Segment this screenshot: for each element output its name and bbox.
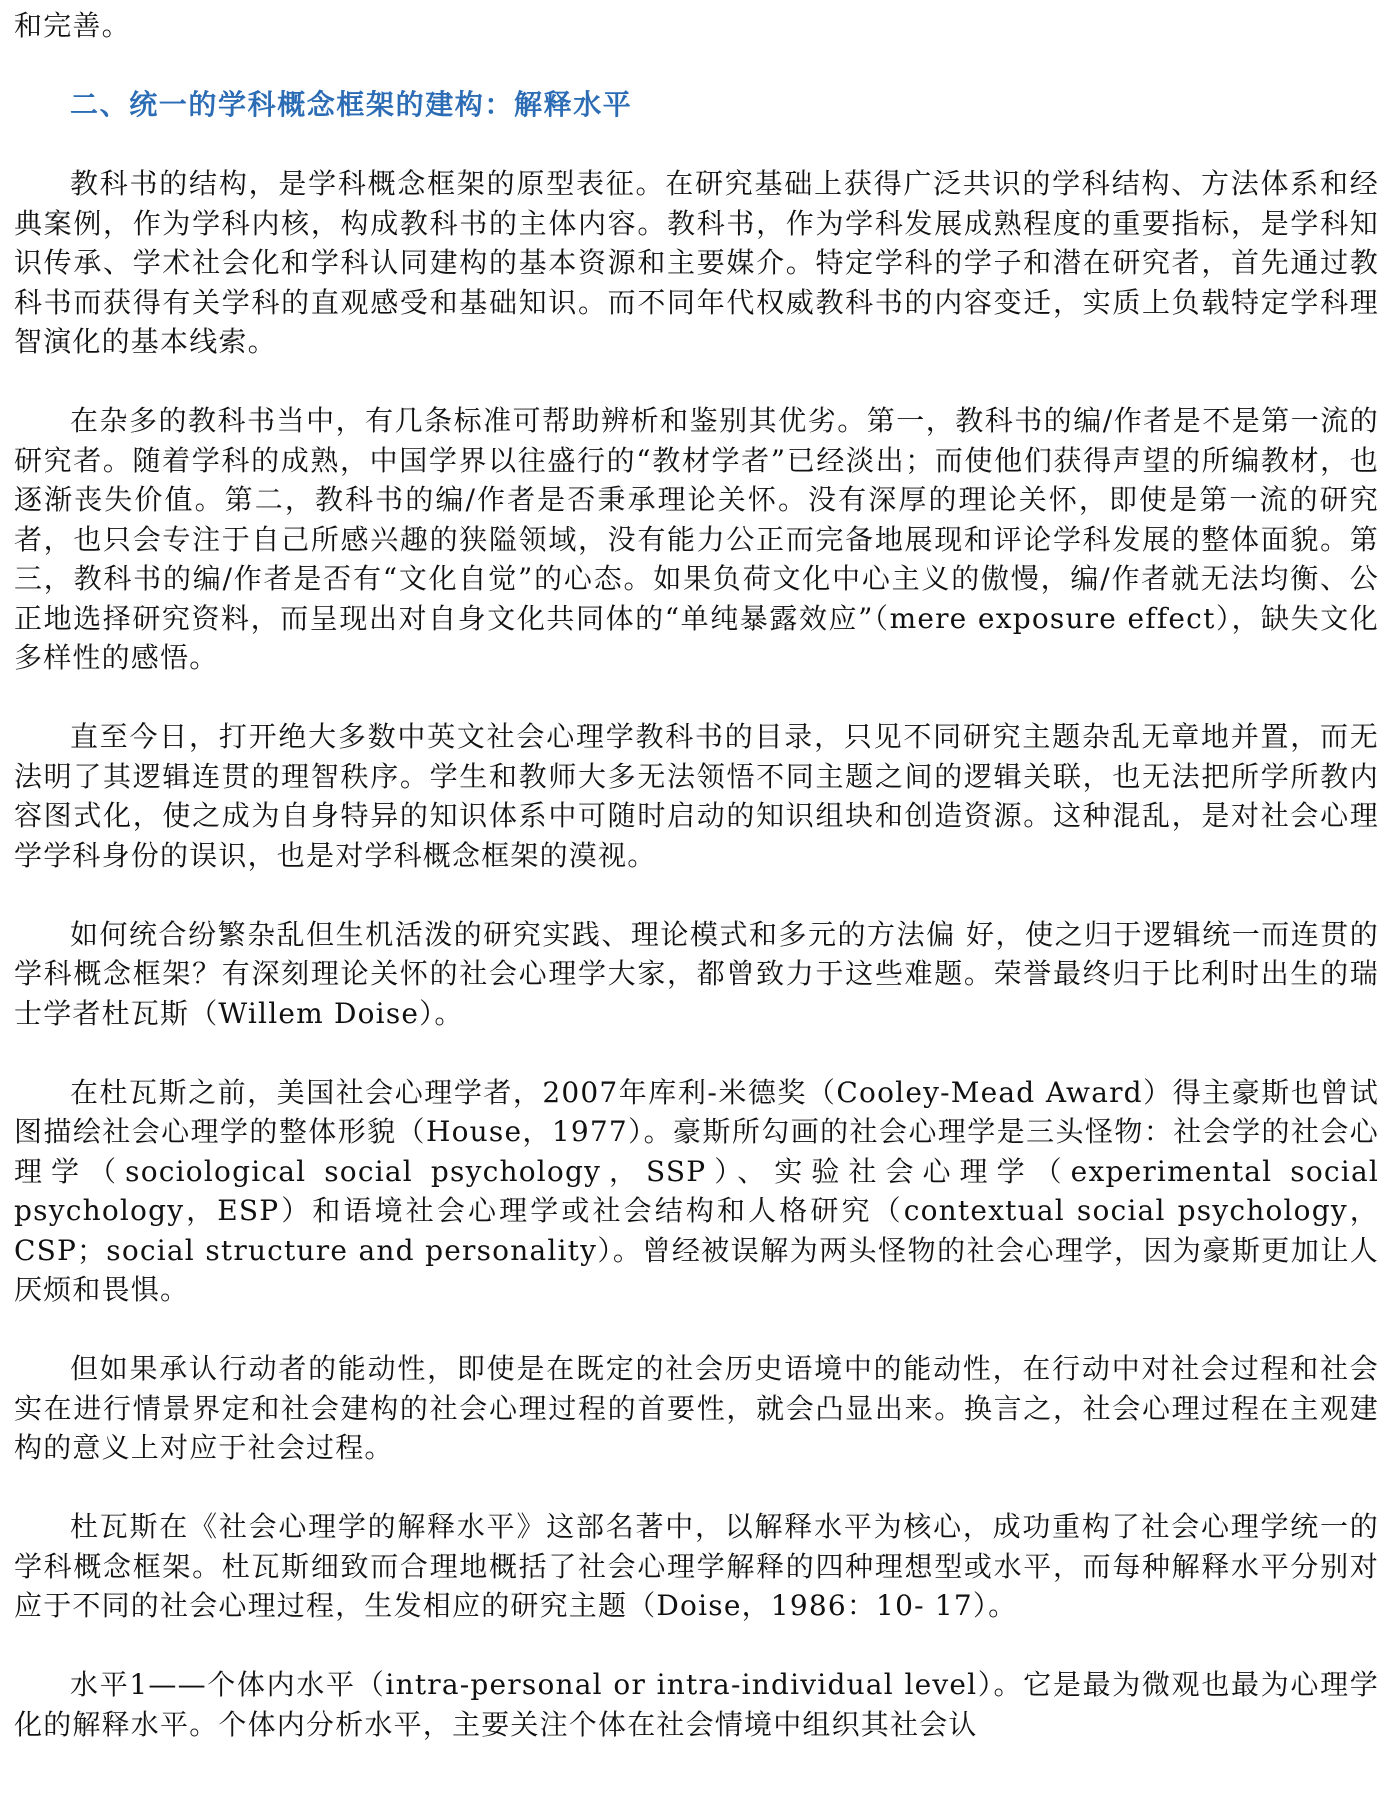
paragraph-level-1: 水平1——个体内水平（intra-personal or intra-individual level）。它是最为微观也最为心理学化的解释水平。个体内分析水平，主要关注个体在社会情境中组织其社会认 <box>14 1668 1379 1741</box>
paragraph-levels-of-explanation: 杜瓦斯在《社会心理学的解释水平》这部名著中，以解释水平为核心，成功重构了社会心理学统一的学科概念框架。杜瓦斯细致而合理地概括了社会心理学解释的四种理想型或水平，而每种解释水平分别对应于不同的社会心理过程，生发相应的研究主题（Doise，1986：10- 17）。 <box>14 1510 1379 1622</box>
paragraph-house-three-headed: 在杜瓦斯之前，美国社会心理学者，2007年库利-米德奖（Cooley-Mead Award）得主豪斯也曾试图描绘社会心理学的整体形貌（House，1977）。豪斯所勾画的社会心理学是三头怪物：社会学的社会心理学（sociological social psychology，SSP）、实验社会心理学（experimental social psychology，ESP）和语境社会心理学或社会结构和人格研究（contextual social psychology，CSP；social structure and personality）。曾经被误解为两头怪物的社会心理学，因为豪斯更加让人厌烦和畏惧。 <box>14 1075 1379 1306</box>
paragraph-agency: 但如果承认行动者的能动性，即使是在既定的社会历史语境中的能动性，在行动中对社会过程和社会实在进行情景界定和社会建构的社会心理过程的首要性，就会凸显出来。换言之，社会心理过程在主观建构的意义上对应于社会过程。 <box>14 1352 1379 1464</box>
paragraph-textbook-criteria: 在杂多的教科书当中，有几条标准可帮助辨析和鉴别其优劣。第一，教科书的编/作者是不是第一流的研究者。随着学科的成熟，中国学界以往盛行的“教材学者”已经淡出；而使他们获得声望的所编教材，也逐渐丧失价值。第二，教科书的编/作者是否秉承理论关怀。没有深厚的理论关怀，即使是第一流的研究者，也只会专注于自己所感兴趣的狭隘领域，没有能力公正而完备地展现和评论学科发展的整体面貌。第三，教科书的编/作者是否有“文化自觉”的心态。如果负荷文化中心主义的傲慢，编/作者就无法均衡、公正地选择研究资料，而呈现出对自身文化共同体的“单纯暴露效应”（mere exposure effect），缺失文化多样性的感悟。 <box>14 404 1379 674</box>
continuation-fragment: 和完善。 <box>14 9 131 42</box>
paragraph-textbook-disorder: 直至今日，打开绝大多数中英文社会心理学教科书的目录，只见不同研究主题杂乱无章地并置，而无法明了其逻辑连贯的理智秩序。学生和教师大多无法领悟不同主题之间的逻辑关联，也无法把所学所教内容图式化，使之成为自身特异的知识体系中可随时启动的知识组块和创造资源。这种混乱，是对社会心理学学科身份的误识，也是对学科概念框架的漠视。 <box>14 720 1379 872</box>
document-page <box>14 6 1379 1784</box>
section-heading: 二、统一的学科概念框架的建构：解释水平 <box>70 88 633 121</box>
paragraph-doise-intro: 如何统合纷繁杂乱但生机活泼的研究实践、理论模式和多元的方法偏 好，使之归于逻辑统一而连贯的学科概念框架？有深刻理论关怀的社会心理学大家，都曾致力于这些难题。荣誉最终归于比利时出生的瑞士学者杜瓦斯（Willem Doise）。 <box>14 917 1379 1030</box>
paragraph-textbook-structure: 教科书的结构，是学科概念框架的原型表征。在研究基础上获得广泛共识的学科结构、方法体系和经典案例，作为学科内核，构成教科书的主体内容。教科书，作为学科发展成熟程度的重要指标，是学科知识传承、学术社会化和学科认同建构的基本资源和主要媒介。特定学科的学子和潜在研究者，首先通过教科书而获得有关学科的直观感受和基础知识。而不同年代权威教科书的内容变迁，实质上负载特定学科理智演化的基本线索。 <box>14 167 1379 358</box>
